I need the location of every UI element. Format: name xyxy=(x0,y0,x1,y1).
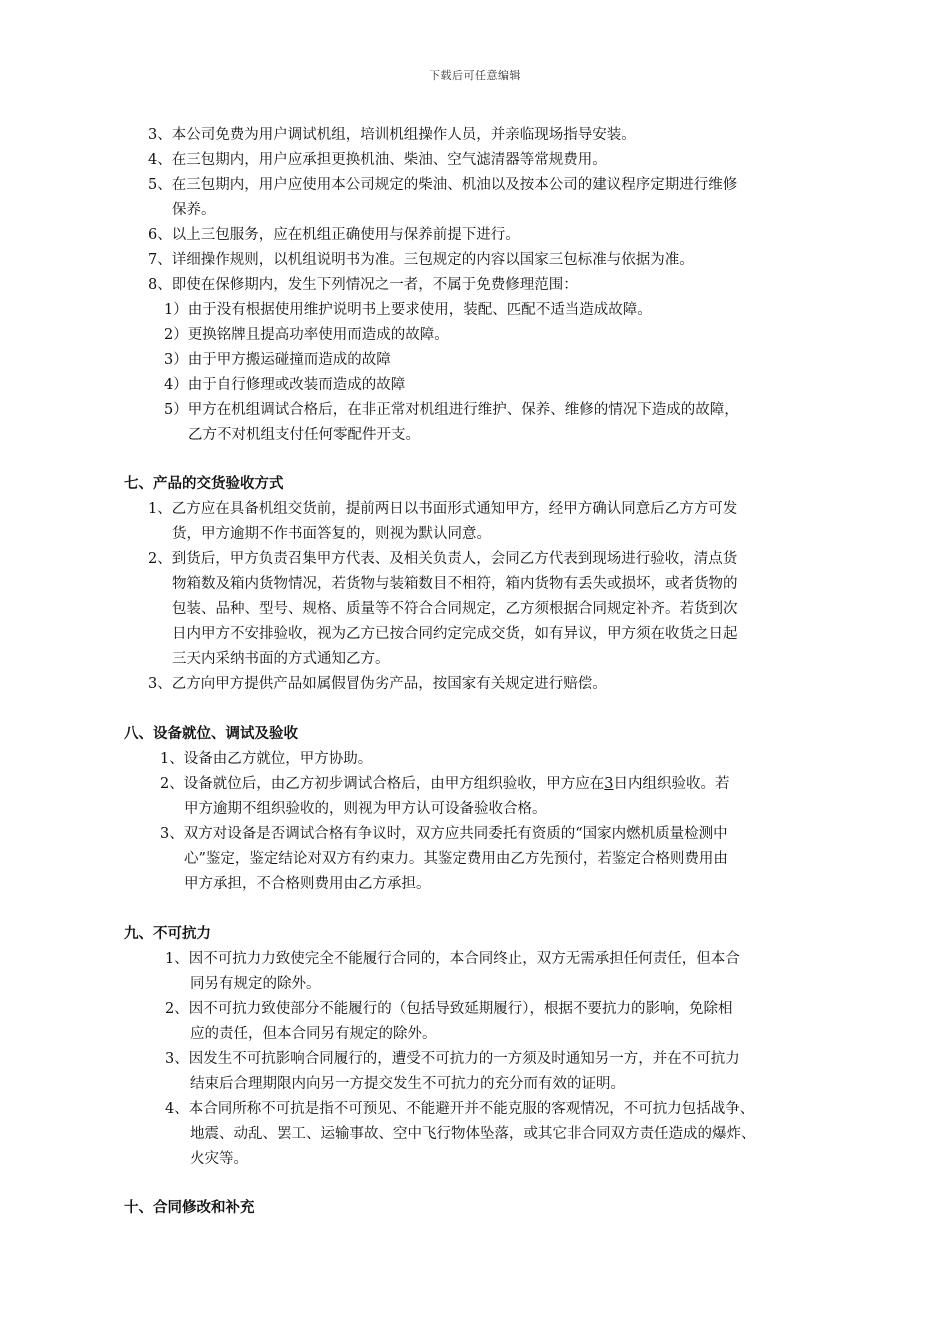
section-7-title: 七、产品的交货验收方式 xyxy=(124,476,284,492)
warranty-item-8: 8、即使在保修期内，发生下列情况之一者，不属于免费修理范围： xyxy=(148,277,578,293)
section-9-line: 3、因发生不可抗影响合同履行的，遭受不可抗力的一方须及时通知另一方，并在不可抗力 xyxy=(165,1051,740,1067)
section-8-item-2 xyxy=(160,772,729,797)
section-10-title: 十、合同修改和补充 xyxy=(124,1200,255,1216)
page-header: 下载后可任意编辑 xyxy=(429,69,521,82)
warranty-subitem-3: 3）由于甲方搬运碰撞而造成的故障 xyxy=(164,352,391,368)
warranty-subitem-1: 1）由于没有根据使用维护说明书上要求使用，装配、匹配不适当造成故障。 xyxy=(164,302,652,318)
warranty-item-5-cont: 保养。 xyxy=(172,202,216,218)
warranty-item-4: 4、在三包期内，用户应承担更换机油、柴油、空气滤清器等常规费用。 xyxy=(148,152,607,168)
section-7-line: 三天内采纳书面的方式通知乙方。 xyxy=(172,651,390,667)
warranty-subitem-4: 4）由于自行修理或改装而造成的故障 xyxy=(164,377,406,393)
section-8-line: 甲方承担，不合格则费用由乙方承担。 xyxy=(184,876,431,892)
warranty-item-3: 3、本公司免费为用户调试机组，培训机组操作人员，并亲临现场指导安装。 xyxy=(148,127,636,143)
section-7-line: 货，甲方逾期不作书面答复的，则视为默认同意。 xyxy=(172,526,491,542)
section-9-line: 4、本合同所称不可抗是指不可预见、不能避开并不能克服的客观情况，不可抗力包括战争、 xyxy=(165,1101,755,1117)
section-8-line: 甲方逾期不组织验收的，则视为甲方认可设备验收合格。 xyxy=(184,801,547,817)
section-9-line: 结束后合理期限内向另一方提交发生不可抗力的充分而有效的证明。 xyxy=(190,1076,625,1092)
warranty-subitem-2: 2）更换铭牌且提高功率使用而造成的故障。 xyxy=(164,327,449,343)
section-7-line: 包装、品种、型号、规格、质量等不符合合同规定，乙方须根据合同规定补齐。若货到次 xyxy=(172,601,738,617)
acceptance-days: 3 xyxy=(604,776,614,792)
section-9-line: 火灾等。 xyxy=(190,1151,248,1167)
section-9-line: 地震、动乱、罢工、运输事故、空中飞行物体坠落，或其它非合同双方责任造成的爆炸、 xyxy=(190,1126,756,1142)
section-9-line: 1、因不可抗力力致使完全不能履行合同的，本合同终止，双方无需承担任何责任，但本合 xyxy=(165,951,740,967)
section-7-line: 3、乙方向甲方提供产品如属假冒伪劣产品，按国家有关规定进行赔偿。 xyxy=(148,676,607,692)
warranty-item-7: 7、详细操作规则，以机组说明书为准。三包规定的内容以国家三包标准与依据为准。 xyxy=(148,252,694,268)
section-7-line: 物箱数及箱内货物情况，若货物与装箱数目不相符，箱内货物有丢失或损坏，或者货物的 xyxy=(172,576,738,592)
section-9-line: 2、因不可抗力致使部分不能履行的（包括导致延期履行），根据不要抗力的影响，免除相 xyxy=(165,1001,733,1017)
warranty-subitem-5: 5）甲方在机组调试合格后，在非正常对机组进行维护、保养、维修的情况下造成的故障， xyxy=(164,402,739,418)
section-9-line: 应的责任，但本合同另有规定的除外。 xyxy=(190,1026,437,1042)
section-9-title: 九、不可抗力 xyxy=(124,926,211,942)
section-8-line: 3、双方对设备是否调试合格有争议时，双方应共同委托有资质的“国家内燃机质量检测中 xyxy=(160,826,728,842)
section-8-title: 八、设备就位、调试及验收 xyxy=(124,726,298,742)
section-7-line: 日内甲方不安排验收，视为乙方已按合同约定完成交货，如有异议，甲方须在收货之日起 xyxy=(172,626,738,642)
section-8-line: 1、设备由乙方就位，甲方协助。 xyxy=(160,751,373,767)
section-8-item-2-after: 日内组织验收。若 xyxy=(613,776,730,792)
warranty-item-6: 6、以上三包服务，应在机组正确使用与保养前提下进行。 xyxy=(148,227,520,243)
section-7-line: 1、乙方应在具备机组交货前，提前两日以书面形式通知甲方，经甲方确认同意后乙方方可发 xyxy=(148,501,738,517)
section-7-line: 2、到货后，甲方负责召集甲方代表、及相关负责人，会同乙方代表到现场进行验收，清点货 xyxy=(148,551,738,567)
warranty-subitem-5-cont: 乙方不对机组支付任何零配件开支。 xyxy=(188,427,420,443)
warranty-item-5: 5、在三包期内，用户应使用本公司规定的柴油、机油以及按本公司的建议程序定期进行维修 xyxy=(148,177,738,193)
section-9-line: 同另有规定的除外。 xyxy=(190,976,321,992)
section-8-line: 心”鉴定，鉴定结论对双方有约束力。其鉴定费用由乙方先预付，若鉴定合格则费用由 xyxy=(184,851,728,867)
section-8-item-2-before: 2、设备就位后，由乙方初步调试合格后，由甲方组织验收，甲方应在 xyxy=(160,776,605,792)
